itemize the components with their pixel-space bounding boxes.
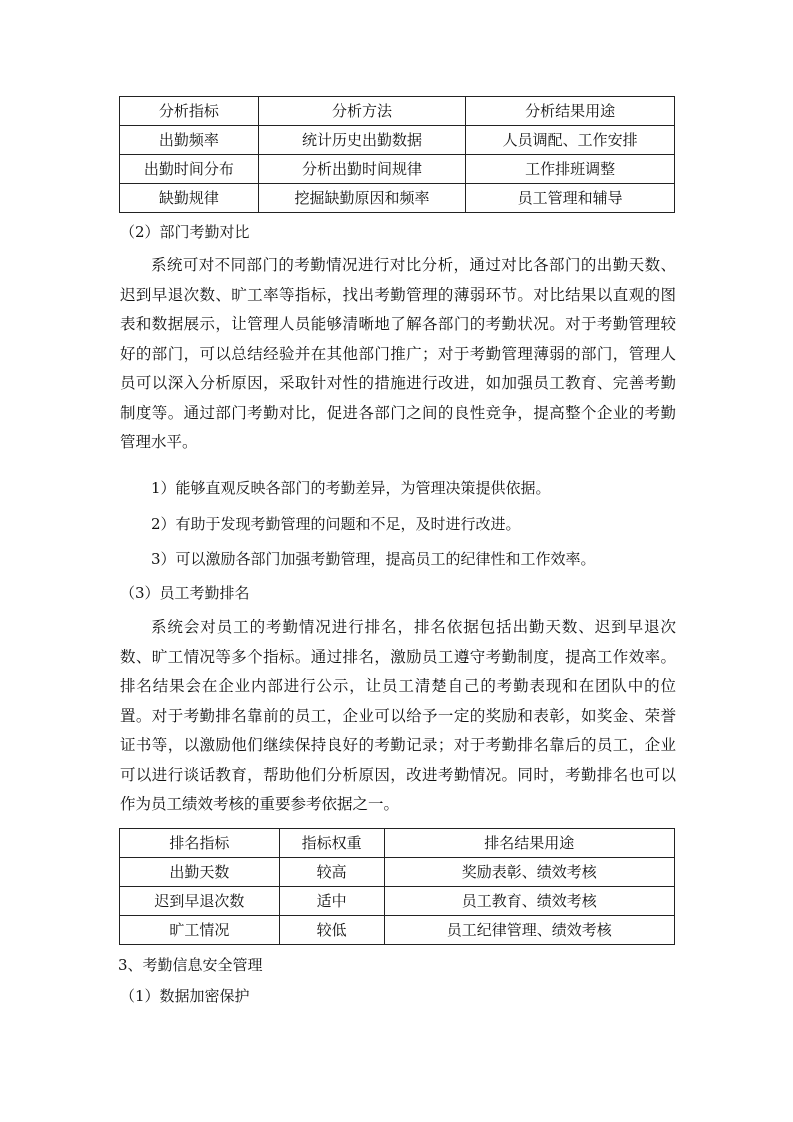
section-heading-department-comparison: （2）部门考勤对比 [120, 223, 250, 241]
table-header-cell: 分析方法 [258, 97, 466, 126]
table-cell: 出勤频率 [120, 126, 259, 155]
list-item: 2）有助于发现考勤管理的问题和不足，及时进行改进。 [151, 515, 521, 533]
table-cell: 分析出勤时间规律 [258, 155, 466, 184]
table-header-row [120, 97, 675, 126]
table-header-cell: 排名结果用途 [384, 829, 674, 858]
table-cell: 人员调配、工作安排 [466, 126, 675, 155]
table-cell: 员工管理和辅导 [466, 184, 675, 213]
table-cell: 旷工情况 [120, 916, 280, 945]
table-cell: 工作排班调整 [466, 155, 675, 184]
table-cell: 出勤时间分布 [120, 155, 259, 184]
paragraph-employee-ranking: 系统会对员工的考勤情况进行排名，排名依据包括出勤天数、迟到早退次数、旷工情况等多个指标。通过排名，激励员工遵守考勤制度，提高工作效率。排名结果会在企业内部进行公示，让员工清楚自己的考勤表现和在团队中的位置。对于考勤排名靠前的员工，企业可以给予一定的奖励和表彰，如奖金、荣誉证书等，以激励他们继续保持良好的考勤记录；对于考勤排名靠后的员工，企业可以进行谈话教育，帮助他们分析原因，改进考勤情况。同时，考勤排名也可以作为员工绩效考核的重要参考依据之一。 [120, 618, 676, 813]
table-cell: 较高 [279, 858, 384, 887]
table-cell: 奖励表彰、绩效考核 [384, 858, 674, 887]
table-row [120, 916, 675, 945]
table-cell: 迟到早退次数 [120, 887, 280, 916]
table-cell: 出勤天数 [120, 858, 280, 887]
table-row [120, 155, 675, 184]
table-header-cell: 分析结果用途 [466, 97, 675, 126]
table-cell: 员工教育、绩效考核 [384, 887, 674, 916]
table-row [120, 887, 675, 916]
table-header-cell: 排名指标 [120, 829, 280, 858]
table-row [120, 184, 675, 213]
table-cell: 统计历史出勤数据 [258, 126, 466, 155]
analysis-table [119, 96, 675, 213]
table-row [120, 126, 675, 155]
section-heading-attendance-security: 3、考勤信息安全管理 [118, 956, 263, 974]
ranking-table [119, 828, 675, 945]
table-cell: 较低 [279, 916, 384, 945]
list-item: 3）可以激励各部门加强考勤管理，提高员工的纪律性和工作效率。 [151, 550, 596, 568]
table-cell: 缺勤规律 [120, 184, 259, 213]
table-row [120, 858, 675, 887]
table-header-cell: 指标权重 [279, 829, 384, 858]
table-header-cell: 分析指标 [120, 97, 259, 126]
paragraph-department-comparison: 系统可对不同部门的考勤情况进行对比分析，通过对比各部门的出勤天数、迟到早退次数、旷工率等指标，找出考勤管理的薄弱环节。对比结果以直观的图表和数据展示，让管理人员能够清晰地了解各部门的考勤状况。对于考勤管理较好的部门，可以总结经验并在其他部门推广；对于考勤管理薄弱的部门，管理人员可以深入分析原因，采取针对性的措施进行改进，如加强员工教育、完善考勤制度等。通过部门考勤对比，促进各部门之间的良性竞争，提高整个企业的考勤管理水平。 [120, 256, 676, 451]
table-cell: 挖掘缺勤原因和频率 [258, 184, 466, 213]
table-cell: 适中 [279, 887, 384, 916]
section-heading-employee-ranking: （3）员工考勤排名 [120, 584, 250, 602]
list-item: 1）能够直观反映各部门的考勤差异，为管理决策提供依据。 [151, 479, 551, 497]
subsection-heading-data-encryption: （1）数据加密保护 [120, 987, 250, 1005]
table-header-row [120, 829, 675, 858]
table-cell: 员工纪律管理、绩效考核 [384, 916, 674, 945]
